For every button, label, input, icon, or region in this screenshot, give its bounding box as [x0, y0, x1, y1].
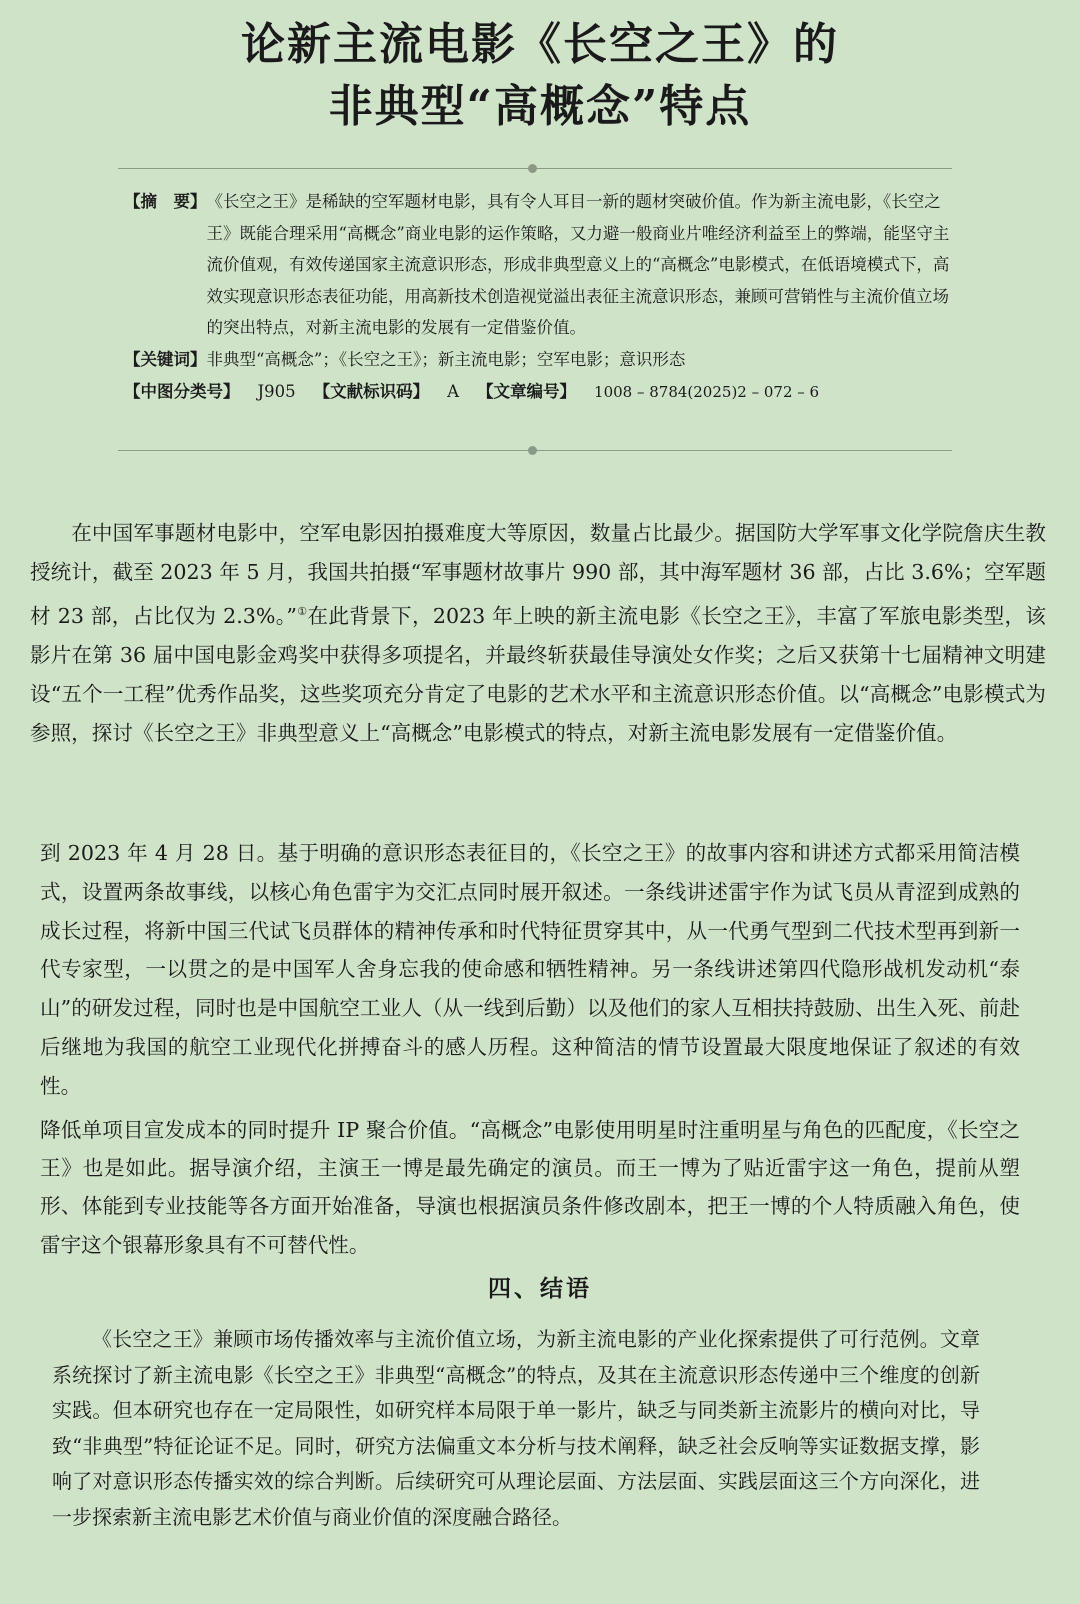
- title-line-2: 非典型“高概念”特点: [328, 81, 752, 132]
- intro-text-b: 在此背景下，2023 年上映的新主流电影《长空之王》，丰富了军旅电影类型，该影片在第 36 届中国电影金鸡奖中获得多项提名，并最终斩获最佳导演处女作奖；之后又获第十七届精神文明建设“五个一工程”优秀作品奖，这些奖项充分肯定了电影的艺术水平和主流意识形态价值。以“高概念”电影模式为参照，探讨《长空之王》非典型意义上“高概念”电影模式的特点，对新主流电影发展有一定借鉴价值。: [30, 603, 1046, 745]
- abstract-row: [124, 186, 954, 344]
- intro-text-a: 在中国军事题材电影中，空军电影因拍摄难度大等原因，数量占比最少。据国防大学军事文化学院詹庆生教授统计，截至 2023 年 5 月，我国共拍摄“军事题材故事片 990 部，其中海军题材 36 部，占比 3.6%；空军题材 23 部，占比仅为 2.3%。”: [30, 521, 1046, 628]
- keywords-label: 【关键词】: [124, 349, 207, 369]
- story-text: 到 2023 年 4 月 28 日。基于明确的意识形态表征目的，《长空之王》的故事内容和讲述方式都采用简洁模式，设置两条故事线，以核心角色雷宇为交汇点同时展开叙述。一条线讲述雷宇作为试飞员从青涩到成熟的成长过程，将新中国三代试飞员群体的精神传承和时代特征贯穿其中，从一代勇气型到二代技术型再到新一代专家型，一以贯之的是中国军人舍身忘我的使命感和牺牲精神。另一条线讲述第四代隐形战机发动机“泰山”的研发过程，同时也是中国航空工业人（从一线到后勤）以及他们的家人互相扶持鼓励、出生入死、前赴后继地为我国的航空工业现代化拼搏奋斗的感人历程。这种简洁的情节设置最大限度地保证了叙述的有效性。: [40, 841, 1020, 1098]
- conclusion-text: 《长空之王》兼顾市场传播效率与主流价值立场，为新主流电影的产业化探索提供了可行范例。文章系统探讨了新主流电影《长空之王》非典型“高概念”的特点，及其在主流意识形态传递中三个维度的创新实践。但本研究也存在一定局限性，如研究样本局限于单一影片，缺乏与同类新主流影片的横向对比，导致“非典型”特征论证不足。同时，研究方法偏重文本分析与技术阐释，缺乏社会反响等实证数据支撑，影响了对意识形态传播实效的综合判断。后续研究可从理论层面、方法层面、实践层面这三个方向深化，进一步探索新主流电影艺术价值与商业价值的深度融合路径。: [52, 1327, 980, 1529]
- classification-row: [124, 376, 954, 409]
- star-paragraph: [40, 1111, 1020, 1264]
- story-paragraph: [40, 834, 1020, 1106]
- doc-code-value: A: [447, 381, 460, 401]
- clc-value: J905: [257, 381, 296, 401]
- bottom-divider: [118, 450, 952, 451]
- divider-dot: [528, 446, 537, 455]
- abstract-block: [124, 186, 954, 408]
- abstract-label: 【摘 要】: [124, 192, 207, 211]
- section-heading: 四、结语: [488, 1276, 592, 1302]
- keywords-row: [124, 344, 954, 376]
- title-line-1: 论新主流电影《长空之王》的: [241, 19, 839, 70]
- top-divider: [118, 168, 952, 169]
- footnote-marker: ①: [296, 605, 308, 618]
- star-text: 降低单项目宣发成本的同时提升 IP 聚合价值。“高概念”电影使用明星时注重明星与角色的匹配度，《长空之王》也是如此。据导演介绍，主演王一博是最先确定的演员。而王一博为了贴近雷宇这一角色，提前从塑形、体能到专业技能等各方面开始准备，导演也根据演员条件修改剧本，把王一博的个人特质融入角色，使雷宇这个银幕形象具有不可替代性。: [40, 1118, 1020, 1257]
- abstract-text: 《长空之王》是稀缺的空军题材电影，具有令人耳目一新的题材突破价值。作为新主流电影，《长空之王》既能合理采用“高概念”商业电影的运作策略，又力避一般商业片唯经济利益至上的弊端，能坚守主流价值观，有效传递国家主流意识形态，形成非典型意义上的“高概念”电影模式，在低语境模式下，高效实现意识形态表征功能，用高新技术创造视觉溢出表征主流意识形态，兼顾可营销性与主流价值立场的突出特点，对新主流电影的发展有一定借鉴价值。: [206, 192, 950, 338]
- doc-code-label: 【文献标识码】: [313, 381, 430, 401]
- intro-paragraph: [30, 514, 1046, 753]
- clc-label: 【中图分类号】: [124, 381, 240, 401]
- article-number-value: 1008 – 8784(2025)2 – 072 – 6: [594, 382, 820, 401]
- article-number-label: 【文章编号】: [477, 381, 577, 401]
- divider-dot: [528, 164, 537, 173]
- keywords-text: 非典型“高概念”；《长空之王》；新主流电影；空军电影；意识形态: [206, 349, 686, 369]
- conclusion-paragraph: [52, 1322, 980, 1536]
- article-title: [0, 14, 1080, 138]
